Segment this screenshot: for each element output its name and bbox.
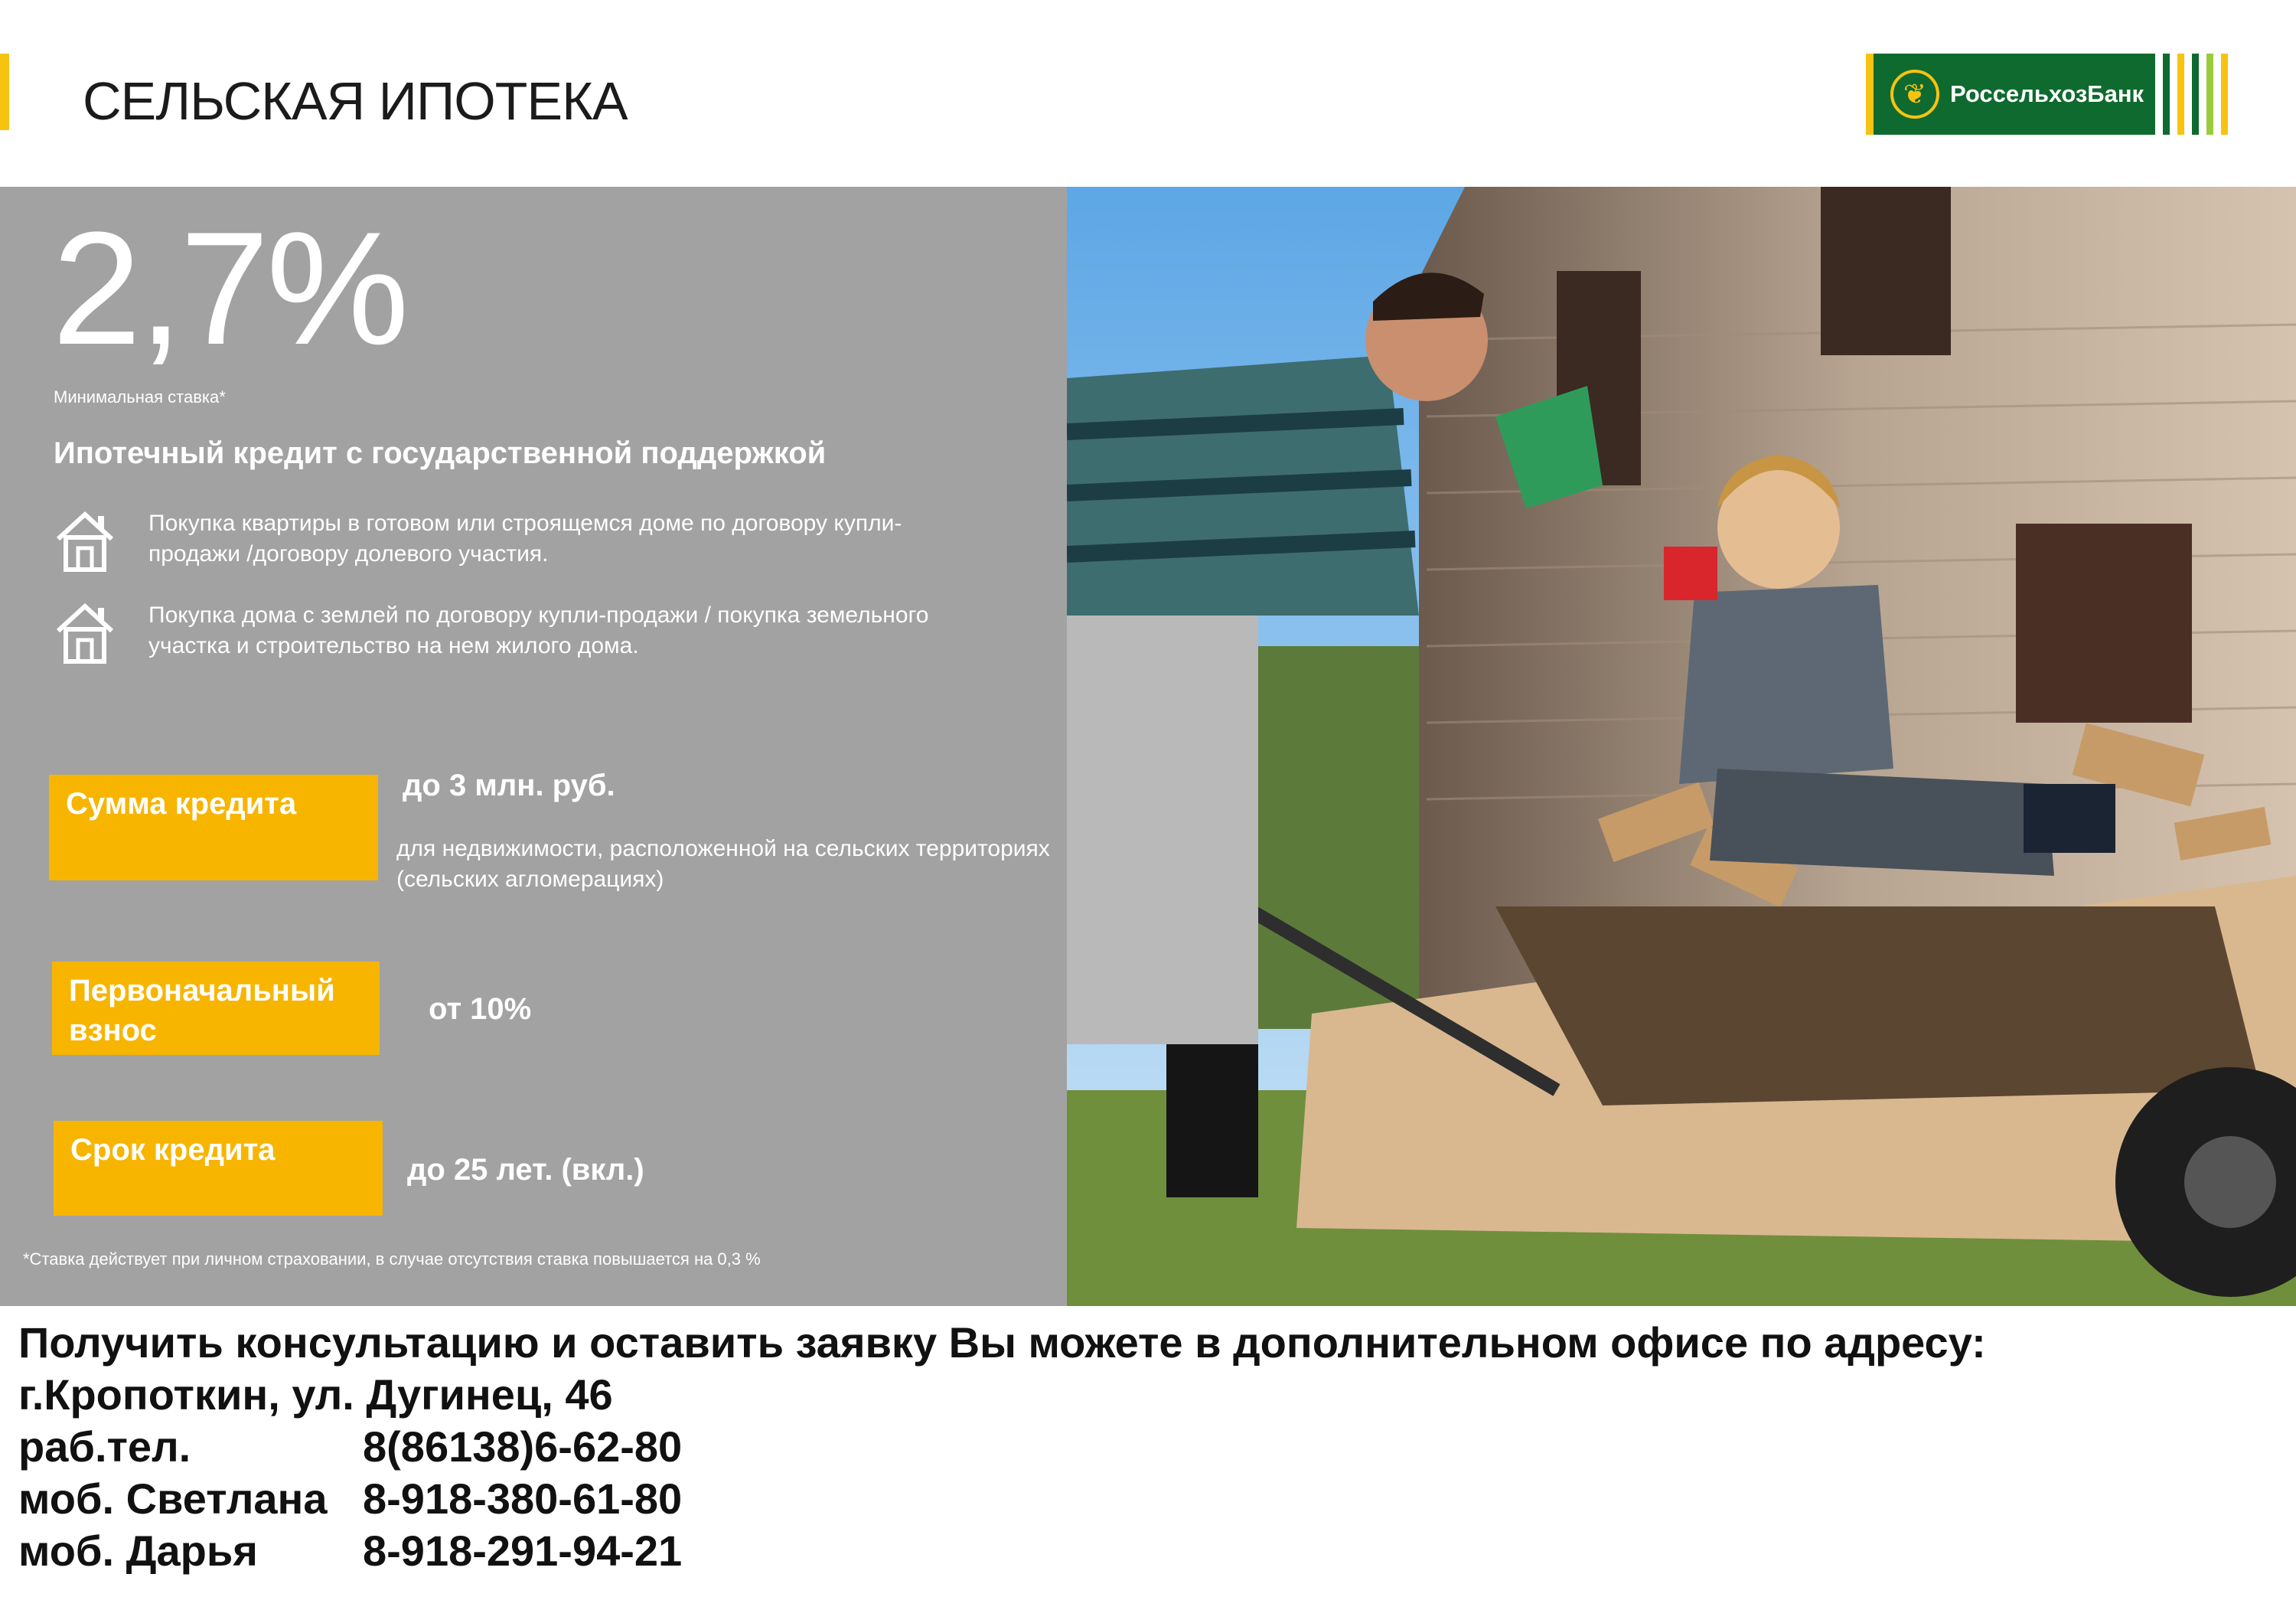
feature-item	[54, 508, 952, 574]
rate-caption: Минимальная ставка*	[54, 387, 226, 407]
term-badge-down-payment: Первоначальный взнос	[52, 962, 380, 1055]
bank-logo	[1866, 54, 2242, 135]
logo-stripes	[2155, 54, 2242, 135]
logo-stripe	[2206, 54, 2213, 135]
rate-value: 2,7%	[52, 198, 406, 378]
contact-number: 8-918-291-94-21	[363, 1527, 683, 1575]
contact-number: 8(86138)6-62-80	[363, 1422, 683, 1471]
contact-label: моб. Светлана	[18, 1474, 328, 1523]
hero-photo	[1067, 187, 2296, 1306]
logo-stripe	[2163, 54, 2170, 135]
logo-text: РоссельхозБанк	[1950, 80, 2144, 107]
title-accent-bar	[0, 54, 9, 130]
contact-label: раб.тел.	[18, 1422, 191, 1471]
feature-text: Покупка квартиры в готовом или строящемся доме по договору купли-продажи /договору долевого участия.	[148, 511, 902, 567]
feature-item	[54, 600, 952, 666]
contact-block	[18, 1317, 1986, 1577]
logo-stripe	[2221, 54, 2228, 135]
contact-row	[18, 1421, 1986, 1473]
term-badge-amount: Сумма кредита	[49, 775, 378, 880]
term-badge-term: Срок кредита	[54, 1121, 383, 1216]
footnote: *Ставка действует при личном страховании, в случае отсутствия ставка повышается на 0,3 %	[23, 1249, 761, 1269]
house-icon	[54, 600, 116, 666]
page-title: СЕЛЬСКАЯ ИПОТЕКА	[83, 71, 628, 131]
term-value-amount: до 3 млн. руб.	[403, 769, 615, 802]
term-description-amount: для недвижимости, расположенной на сельских территориях (сельских агломерациях)	[396, 836, 1050, 892]
logo-stripe	[2177, 54, 2184, 135]
logo-stripe	[2192, 54, 2199, 135]
logo-box	[1866, 54, 2155, 135]
term-value-down-payment: от 10%	[429, 992, 532, 1026]
wheat-emblem-icon: ❦	[1890, 70, 1939, 119]
contact-number: 8-918-380-61-80	[363, 1474, 683, 1523]
feature-text: Покупка дома с землей по договору купли-продажи / покупка земельного участка и строительство на нем жилого дома.	[148, 603, 929, 658]
contact-intro: Получить консультацию и оставить заявку Вы можете в дополнительном офисе по адресу:	[18, 1318, 1986, 1367]
house-icon	[54, 508, 116, 574]
family-wheelbarrow-image	[1067, 187, 2296, 1306]
contact-row	[18, 1525, 1986, 1577]
contact-label: моб. Дарья	[18, 1527, 258, 1575]
contact-row	[18, 1473, 1986, 1525]
term-value-term: до 25 лет. (вкл.)	[407, 1153, 644, 1187]
contact-address: г.Кропоткин, ул. Дугинец, 46	[18, 1370, 613, 1419]
info-panel	[0, 187, 1067, 1306]
panel-subtitle: Ипотечный кредит с государственной поддержкой	[54, 436, 827, 470]
